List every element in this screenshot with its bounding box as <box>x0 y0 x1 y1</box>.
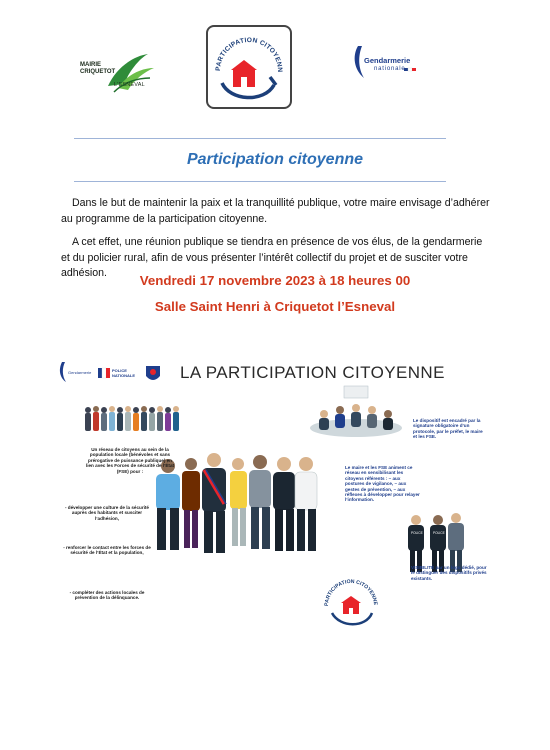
meeting-place: Salle Saint Henri à Criquetot l’Esneval <box>154 299 396 314</box>
poster-left-text-3: - renforcer le contact entre les forces de sécurité de l’État et la population, <box>63 545 151 556</box>
mairie-logo <box>78 48 160 98</box>
svg-text:POLICE: POLICE <box>411 531 423 535</box>
intro-paragraph: Dans le but de maintenir la paix et la tranquillité publique, votre maire envisage d’adhérer au programme de la participation citoyenne. <box>61 197 490 225</box>
poster-right-text-2: Le maire et les FSE animent ce réseau en sensibilisant les citoyens référents : – aux postures de vigilance, – aux gestes de prévention, – aux réflexes à développer pour relayer l’information. <box>345 465 420 503</box>
poster-right-text-1: Le dispositif est encadré par la signature obligatoire d’un protocole, par le préfet, le maire et les FSE. <box>413 418 483 440</box>
main-figures <box>156 453 317 553</box>
poster-left-text-1: Un réseau de citoyens au sein de la population locale (bénévoles et sans prérogative de puissance publique) en lien avec les Forces de sécurité de l’État (FSE) pour : <box>85 447 175 474</box>
svg-text:PARTICIPATION CITOYENNE: PARTICIPATION CITOYENN <box>214 36 284 73</box>
gendarmerie-logo <box>352 38 432 82</box>
gendarmerie-logo-line1: Gendarmerie <box>364 56 411 65</box>
mairie-logo-line3: L'ESNEVAL <box>114 82 145 88</box>
meeting-date: Vendredi 17 novembre 2023 à 18 heures 00 <box>139 273 411 288</box>
poster-title: LA PARTICIPATION CITOYENNE <box>180 363 445 382</box>
participation-citoyenne-logo <box>206 25 292 109</box>
bottom-divider <box>74 181 446 182</box>
svg-text:NATIONALE: NATIONALE <box>112 373 136 378</box>
participation-citoyenne-emblem-icon <box>208 27 290 107</box>
gendarmerie-logo-line2: nationale <box>374 66 406 72</box>
mairie-logo-line1: MAIRIE <box>80 62 101 68</box>
poster-bottom-logo <box>324 579 378 624</box>
poster-logos <box>60 362 160 382</box>
page-title: Participation citoyenne <box>186 151 364 168</box>
patrol-officers <box>408 513 464 572</box>
mairie-logo-line2: CRIQUETOT <box>80 69 116 75</box>
top-divider <box>74 138 446 139</box>
poster-right-text-3: VISIBILITÉ par un logo dédié, pour le distinguer des dispositifs privés existants. <box>411 565 487 581</box>
mairie-logo-text <box>80 62 115 76</box>
svg-text:POLICE: POLICE <box>433 531 445 535</box>
meeting-scene <box>310 386 402 437</box>
svg-text:POLICE: POLICE <box>112 368 127 373</box>
poster-left-text-4: - compléter des actions locales de prévention de la délinquance. <box>69 590 145 601</box>
meeting-paragraph: A cet effet, une réunion publique se tiendra en présence de vos élus, de la gendarmerie et du policier rural, afin de vous présenter l’intérêt collectif du projet et de susciter votre adhésion. <box>61 236 483 279</box>
crowd-group <box>85 406 179 431</box>
svg-text:PARTICIPATION CITOYENNE: PARTICIPATION CITOYENNE <box>323 578 379 607</box>
svg-text:Gendarmerie: Gendarmerie <box>68 370 92 375</box>
poster-left-text-2: - développer une culture de la sécurité auprès des habitants et susciter l’adhésion, <box>65 505 149 521</box>
